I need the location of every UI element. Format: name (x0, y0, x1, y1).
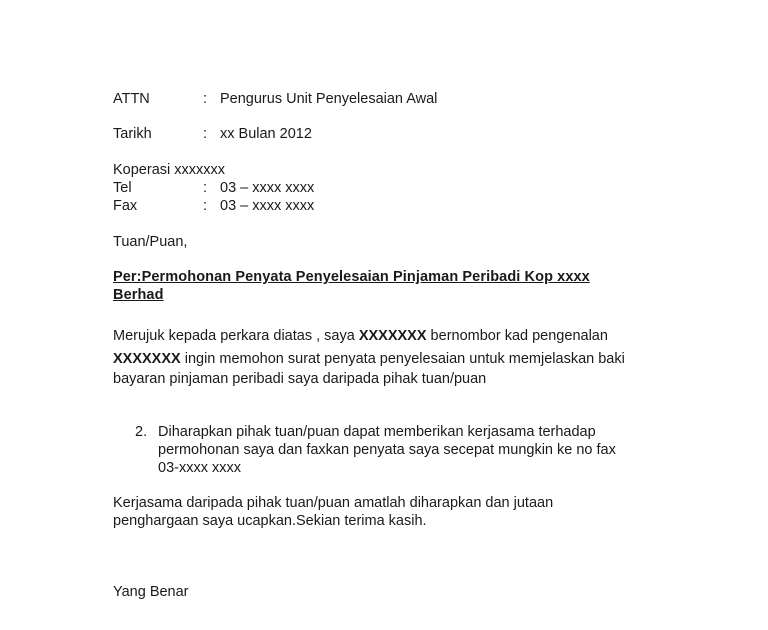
attn-value: Pengurus Unit Penyelesaian Awal (220, 91, 438, 107)
ic-number-placeholder: XXXXXXX (113, 351, 181, 367)
subject-line-2: Berhad (113, 287, 164, 303)
paragraph-1-text: bernombor kad pengenalan (426, 328, 608, 344)
cooperative-name: Koperasi xxxxxxx (113, 162, 226, 178)
sign-off: Yang Benar (113, 584, 189, 600)
date-value: xx Bulan 2012 (220, 126, 312, 142)
tel-label: Tel (113, 180, 132, 196)
attn-label: ATTN (113, 91, 150, 107)
name-placeholder: XXXXXXX (358, 328, 427, 344)
subject-line-1: Per:Permohonan Penyata Penyelesaian Pinjaman Peribadi Kop xxxx (113, 269, 590, 285)
date-colon: : (203, 126, 208, 142)
list-number: 2. (135, 424, 148, 440)
fax-colon: : (203, 198, 208, 214)
salutation: Tuan/Puan, (113, 234, 188, 250)
fax-value: 03 – xxxx xxxx (220, 198, 315, 214)
date-label: Tarikh (113, 126, 152, 142)
paragraph-1-line-1 (113, 327, 608, 345)
paragraph-1-line-3: bayaran pinjaman peribadi saya daripada pihak tuan/puan (113, 371, 487, 387)
list-item-line-2: permohonan saya dan faxkan penyata saya secepat mungkin ke no fax (158, 442, 616, 458)
attn-colon: : (203, 91, 208, 107)
paragraph-1-text: Merujuk kepada perkara diatas , saya (113, 328, 359, 344)
paragraph-1-text: ingin memohon surat penyata penyelesaian untuk memjelaskan baki (180, 351, 625, 367)
paragraph-1-line-2 (113, 350, 625, 368)
tel-colon: : (203, 180, 208, 196)
list-item-line-3: 03-xxxx xxxx (158, 460, 241, 476)
tel-value: 03 – xxxx xxxx (220, 180, 315, 196)
closing-line-2: penghargaan saya ucapkan.Sekian terima kasih. (113, 513, 427, 529)
fax-label: Fax (113, 198, 138, 214)
list-item-line-1: Diharapkan pihak tuan/puan dapat memberikan kerjasama terhadap (158, 424, 596, 440)
closing-line-1: Kerjasama daripada pihak tuan/puan amatlah diharapkan dan jutaan (113, 495, 554, 511)
